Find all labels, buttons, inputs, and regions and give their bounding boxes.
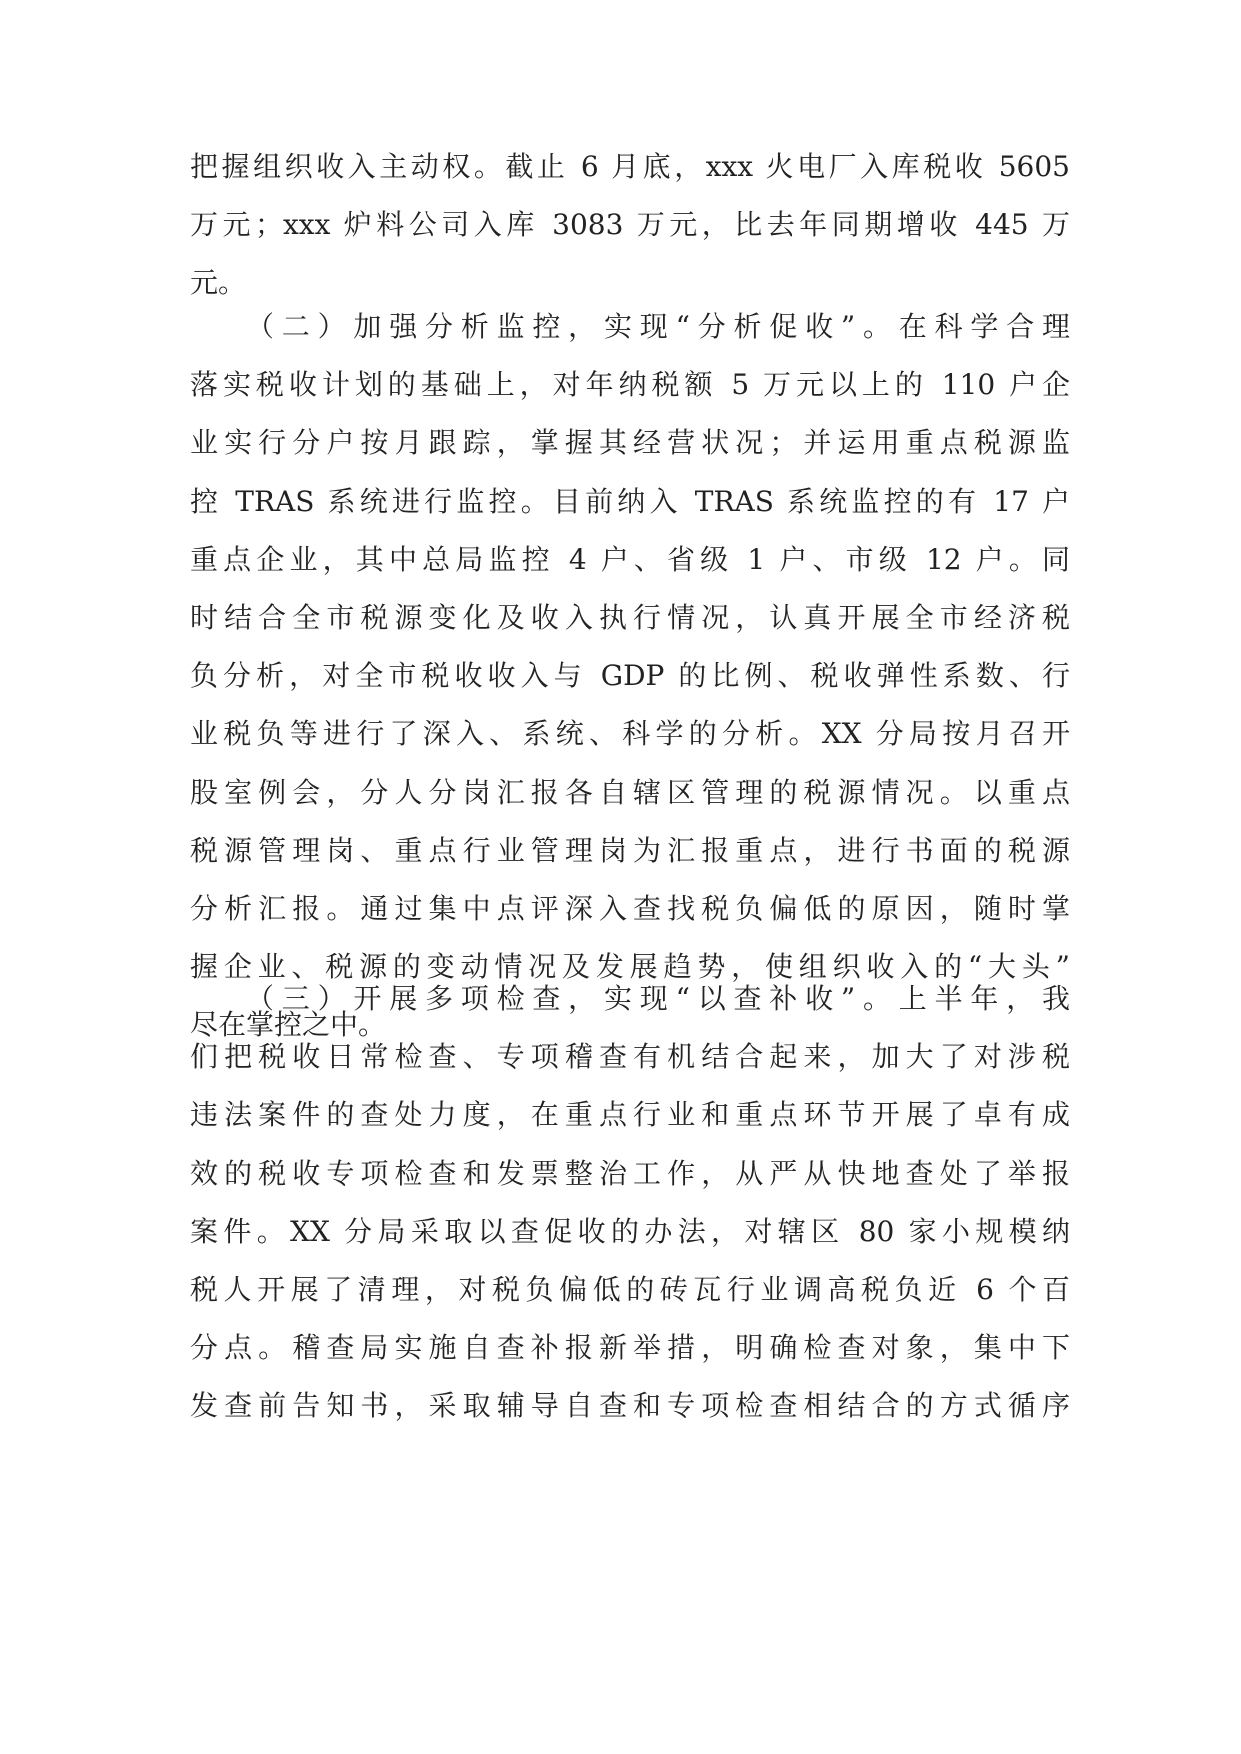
text-line: 负分析，对全市税收收入与 GDP 的比例、税收弹性系数、行 <box>190 659 1070 693</box>
paragraph-section-3 <box>190 970 1070 1436</box>
section-heading-line: （三）开展多项检查，实现“以查补收”。上半年，我 <box>246 982 1070 1015</box>
section-heading-line: （二）加强分析监控，实现“分析促收”。在科学合理 <box>246 310 1070 343</box>
text-line: 落实税收计划的基础上，对年纳税额 5 万元以上的 110 户企 <box>190 368 1070 402</box>
text-line: 控 TRAS 系统进行监控。目前纳入 TRAS 系统监控的有 17 户 <box>190 484 1070 518</box>
text-line: 业实行分户按月跟踪，掌握其经营状况；并运用重点税源监 <box>190 426 1070 460</box>
text-line: 税人开展了清理，对税负偏低的砖瓦行业调高税负近 6 个百 <box>190 1272 1070 1306</box>
paragraph-continuation <box>190 138 1070 313</box>
text-line: 们把税收日常检查、专项稽查有机结合起来，加大了对涉税 <box>190 1040 1070 1074</box>
paragraph-section-2 <box>190 298 1070 1054</box>
text-line: 分析汇报。通过集中点评深入查找税负偏低的原因，随时掌 <box>190 891 1070 925</box>
text-line: 万元；xxx 炉料公司入库 3083 万元，比去年同期增收 445 万 <box>190 208 1070 242</box>
text-line: 分点。稽查局实施自查补报新举措，明确检查对象，集中下 <box>190 1331 1070 1365</box>
text-line: 尽在掌控之中。 <box>190 1008 387 1042</box>
text-line: 重点企业，其中总局监控 4 户、省级 1 户、市级 12 户。同 <box>190 542 1070 576</box>
text-line: 效的税收专项检查和发票整治工作，从严从快地查处了举报 <box>190 1156 1070 1190</box>
text-line: 发查前告知书，采取辅导自查和专项检查相结合的方式循序 <box>190 1389 1070 1423</box>
text-line: 案件。XX 分局采取以查促收的办法，对辖区 80 家小规模纳 <box>190 1214 1070 1248</box>
text-line: 股室例会，分人分岗汇报各自辖区管理的税源情况。以重点 <box>190 775 1070 809</box>
text-line: 违法案件的查处力度，在重点行业和重点环节开展了卓有成 <box>190 1098 1070 1132</box>
text-line: 业税负等进行了深入、系统、科学的分析。XX 分局按月召开 <box>190 717 1070 751</box>
text-line: 时结合全市税源变化及收入执行情况，认真开展全市经济税 <box>190 600 1070 634</box>
text-line: 握企业、税源的变动情况及发展趋势，使组织收入的“大头” <box>190 950 1070 984</box>
text-line: 元。 <box>190 266 247 300</box>
text-line: 把握组织收入主动权。截止 6 月底，xxx 火电厂入库税收 5605 <box>190 150 1070 183</box>
text-line: 税源管理岗、重点行业管理岗为汇报重点，进行书面的税源 <box>190 833 1070 867</box>
